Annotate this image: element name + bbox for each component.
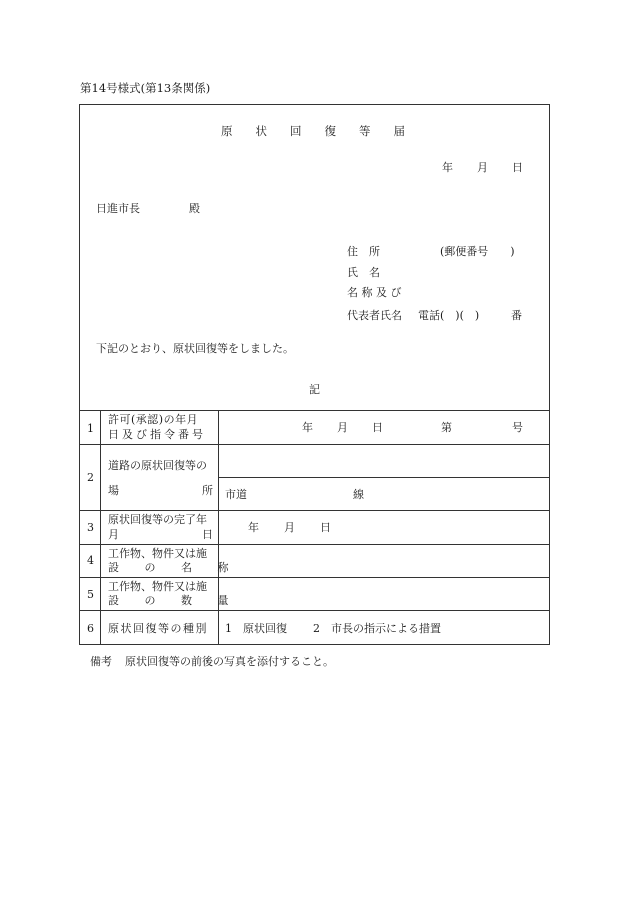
road-prefix: 市道 — [225, 488, 247, 501]
date-year-label: 年 — [442, 161, 453, 174]
permit-go-label: 号 — [512, 421, 523, 434]
address-label: 住 所 — [347, 245, 380, 258]
addressee-name: 日進市長 — [96, 202, 140, 215]
date-month-label: 月 — [477, 161, 488, 174]
row-number: 4 — [87, 554, 94, 567]
company-name-label: 名 称 及 び — [347, 286, 402, 299]
statement-text: 下記のとおり、原状回復等をしました。 — [96, 342, 294, 355]
title-char: 復 — [324, 124, 336, 138]
completion-day-label: 日 — [320, 521, 331, 534]
title-char: 原 — [221, 124, 233, 138]
title-char: 届 — [393, 124, 405, 138]
permit-year-label: 年 — [302, 421, 313, 434]
name-label: 氏 名 — [347, 266, 380, 279]
remarks-text: 原状回復等の前後の写真を添付すること。 — [125, 655, 334, 668]
phone-label: 電話( )( ) — [418, 309, 480, 322]
row-divider — [218, 477, 550, 478]
number-column-divider — [100, 410, 101, 645]
row-number: 3 — [87, 521, 94, 534]
remarks-label: 備考 — [90, 655, 112, 668]
row-divider — [79, 610, 550, 611]
permit-dai-label: 第 — [441, 421, 452, 434]
row-divider — [79, 577, 550, 578]
phone-suffix: 番 — [511, 309, 522, 322]
type-option-1: 1 原状回復 — [225, 622, 287, 635]
row-label — [108, 414, 212, 425]
row-number: 5 — [87, 588, 94, 601]
title-char: 等 — [359, 124, 371, 138]
addressee-honorific: 殿 — [189, 202, 200, 215]
postal-code-label: (郵便番号 ) — [440, 245, 515, 258]
row-label: 設 の 名 称 — [108, 561, 240, 574]
completion-year-label: 年 — [248, 521, 259, 534]
date-day-label: 日 — [512, 161, 523, 174]
row-number: 1 — [87, 422, 94, 435]
representative-label: 代表者氏名 — [347, 309, 402, 322]
form-number: 第14号様式(第13条関係) — [80, 81, 211, 95]
row-label — [108, 429, 212, 440]
row-number: 2 — [87, 471, 94, 484]
label-line: 日及び指令番号 — [108, 428, 206, 441]
row-label: 設 の 数 量 — [108, 594, 240, 607]
row-label: 道路の原状回復等の — [108, 459, 207, 472]
row-label: 原状回復等の種別 — [108, 622, 208, 635]
title-char: 状 — [255, 124, 267, 138]
completion-month-label: 月 — [284, 521, 295, 534]
row-label: 日 — [202, 528, 213, 541]
type-option-2: 2 市長の指示による措置 — [313, 622, 441, 635]
form-title — [221, 126, 405, 138]
row-label: 月 — [108, 528, 119, 541]
road-suffix: 線 — [353, 488, 364, 501]
ki-heading: 記 — [309, 383, 320, 396]
label-line: 許可(承認)の年月 — [108, 413, 199, 426]
row-divider — [79, 444, 550, 445]
row-label: 工作物、物件又は施 — [108, 580, 207, 593]
table-top-border — [79, 410, 550, 411]
label-column-divider — [218, 410, 219, 645]
permit-day-label: 日 — [372, 421, 383, 434]
row-label: 所 — [202, 484, 213, 497]
row-divider — [79, 510, 550, 511]
row-divider — [79, 544, 550, 545]
permit-month-label: 月 — [337, 421, 348, 434]
title-char: 回 — [290, 124, 302, 138]
row-number: 6 — [87, 622, 94, 635]
row-label: 原状回復等の完了年 — [108, 513, 207, 526]
row-label: 場 — [108, 484, 119, 497]
row-label: 工作物、物件又は施 — [108, 547, 207, 560]
